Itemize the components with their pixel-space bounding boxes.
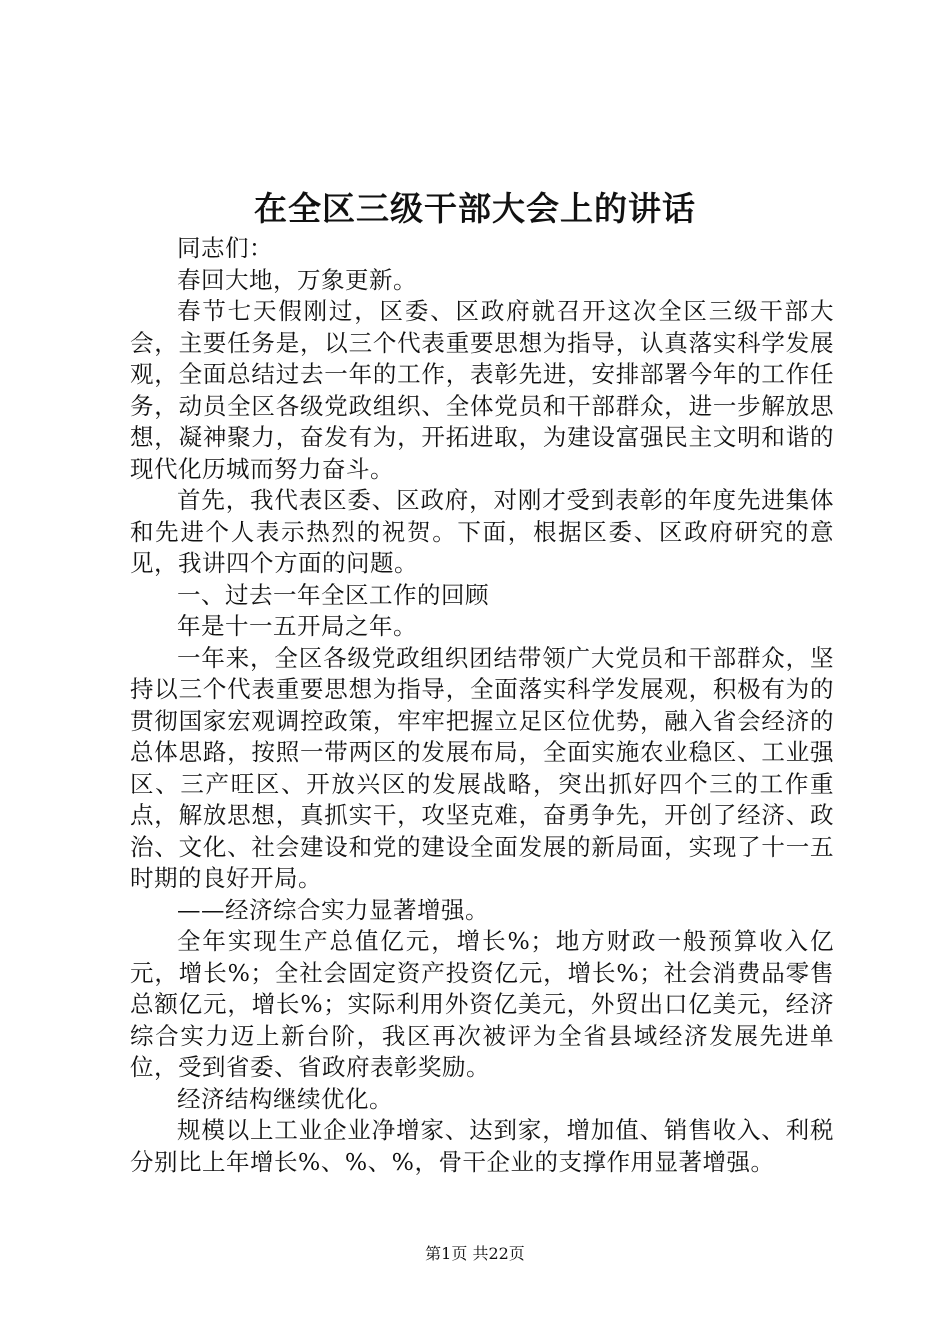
subsection-heading: 经济结构继续优化。	[177, 1084, 393, 1113]
paragraph: 春回大地，万象更新。	[177, 265, 417, 294]
document-body	[130, 233, 834, 1178]
page-number-footer: 第1页 共22页	[425, 1244, 525, 1263]
paragraph: 一年来，全区各级党政组织团结带领广大党员和干部群众，坚持以三个代表重要思想为指导，全面落实科学发展观，积极有为的贯彻国家宏观调控政策，牢牢把握立足区位优势，融入省会经济的总体思路，按照一带两区的发展布局，全面实施农业稳区、工业强区、三产旺区、开放兴区的发展战略，突出抓好四个三的工作重点，解放思想，真抓实干，攻坚克难，奋勇争先，开创了经济、政治、文化、社会建设和党的建设全面发展的新局面，实现了十一五时期的良好开局。	[130, 643, 834, 892]
paragraph: 首先，我代表区委、区政府，对刚才受到表彰的年度先进集体和先进个人表示热烈的祝贺。下面，根据区委、区政府研究的意见，我讲四个方面的问题。	[130, 486, 834, 577]
paragraph: 规模以上工业企业净增家、达到家，增加值、销售收入、利税分别比上年增长%、%、%，骨干企业的支撑作用显著增强。	[130, 1116, 834, 1176]
section-heading: 一、过去一年全区工作的回顾	[177, 580, 489, 609]
subsection-heading: ——经济综合实力显著增强。	[177, 895, 489, 924]
document-title: 在全区三级干部大会上的讲话	[254, 189, 696, 228]
paragraph: 全年实现生产总值亿元，增长%；地方财政一般预算收入亿元，增长%；全社会固定资产投资亿元，增长%；社会消费品零售总额亿元，增长%；实际利用外资亿美元，外贸出口亿美元，经济综合实力迈上新台阶，我区再次被评为全省县域经济发展先进单位，受到省委、省政府表彰奖励。	[130, 927, 834, 1081]
paragraph-salutation: 同志们：	[177, 234, 273, 262]
paragraph: 年是十一五开局之年。	[177, 612, 417, 640]
paragraph: 春节七天假刚过，区委、区政府就召开这次全区三级干部大会，主要任务是，以三个代表重要思想为指导，认真落实科学发展观，全面总结过去一年的工作，表彰先进，安排部署今年的工作任务，动员全区各级党政组织、全体党员和干部群众，进一步解放思想，凝神聚力，奋发有为，开拓进取，为建设富强民主文明和谐的现代化历城而努力奋斗。	[130, 297, 834, 483]
